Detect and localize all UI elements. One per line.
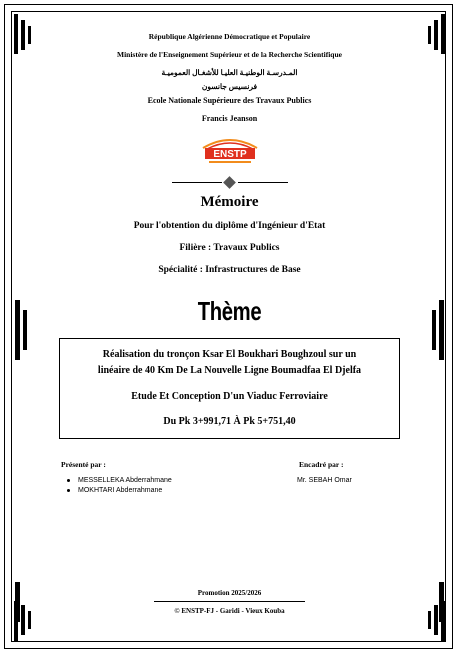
header-ministry: Ministère de l'Enseignement Supérieur et de la Recherche Scientifique bbox=[117, 50, 342, 59]
separator-right bbox=[238, 182, 288, 183]
promotion-line: Promotion 2025/2026 bbox=[197, 589, 262, 597]
separator-left bbox=[172, 182, 222, 183]
theme-line-1: Réalisation du tronçon Ksar El Boukhari Boughzoul sur un bbox=[102, 349, 357, 360]
supervisor-name: Mr. SEBAH Omar bbox=[297, 477, 352, 484]
theme-box bbox=[59, 338, 400, 439]
enstp-logo-icon bbox=[195, 134, 265, 166]
header-school: Ecole Nationale Supérieure des Travaux Publics bbox=[147, 96, 312, 105]
author-name: MESSELLEKA Abderrahmane bbox=[78, 477, 172, 484]
copyright-line: © ENSTP-FJ - Garidi - Vieux Kouba bbox=[174, 607, 285, 615]
theme-line-4: Du Pk 3+991,71 À Pk 5+751,40 bbox=[163, 416, 296, 427]
header-francis-jeanson: Francis Jeanson bbox=[201, 114, 258, 123]
theme-heading: Thème bbox=[197, 296, 262, 326]
filiere-line: Filière : Travaux Publics bbox=[179, 243, 280, 253]
header-name-arabic: فرنسيس جانسون bbox=[201, 82, 258, 91]
footer-rule bbox=[154, 601, 305, 602]
author-item bbox=[67, 487, 162, 494]
diploma-line: Pour l'obtention du diplôme d'Ingénieur d'Etat bbox=[133, 221, 326, 231]
memoire-title: Mémoire bbox=[200, 194, 259, 210]
side-ornament-right-top bbox=[422, 300, 444, 360]
author-name: MOKHTARI Abderrahmane bbox=[78, 487, 163, 494]
author-item bbox=[67, 477, 172, 484]
header-school-arabic: المـدرسـة الوطنيـة العليـا للأشغـال العموميـة bbox=[161, 68, 298, 77]
specialite-line: Spécialité : Infrastructures de Base bbox=[158, 265, 301, 275]
presente-label: Présenté par : bbox=[61, 460, 106, 469]
header-republic: République Algérienne Démocratique et Populaire bbox=[148, 32, 311, 41]
encadre-label: Encadré par : bbox=[299, 460, 344, 469]
theme-line-3: Etude Et Conception D'un Viaduc Ferroviaire bbox=[131, 391, 328, 402]
theme-line-2: linéaire de 40 Km De La Nouvelle Ligne Boumadfaa El Djelfa bbox=[97, 365, 362, 376]
logo-text: ENSTP bbox=[213, 149, 247, 160]
side-ornament-left-top bbox=[15, 300, 37, 360]
